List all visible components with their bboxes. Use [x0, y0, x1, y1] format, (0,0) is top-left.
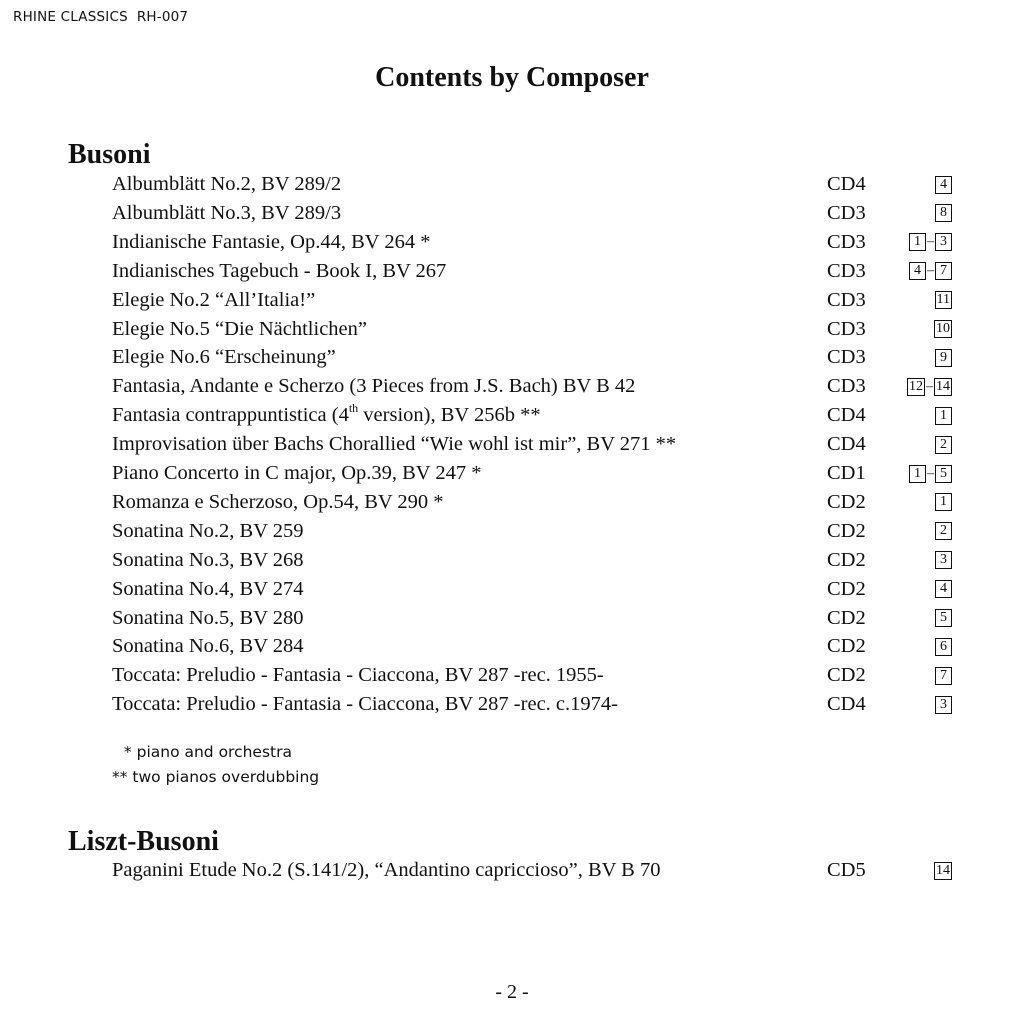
work-title: Sonatina No.6, BV 284 [112, 635, 304, 658]
cd-number: CD4 [827, 693, 866, 716]
track-range [909, 463, 952, 484]
track-number-box: 2 [935, 436, 952, 454]
cd-number: CD1 [827, 462, 866, 484]
cd-number: CD2 [827, 577, 866, 600]
track-range [935, 550, 952, 571]
cd-number: CD2 [827, 519, 866, 542]
track-range [909, 261, 952, 282]
work-title: Toccata: Preludio - Fantasia - Ciaccona, BV 287 -rec. 1955- [112, 664, 604, 687]
track-range [935, 290, 952, 311]
work-row [0, 546, 1024, 575]
work-title: Sonatina No.2, BV 259 [112, 519, 304, 542]
cd-number: CD3 [827, 288, 866, 311]
work-row [0, 170, 1024, 199]
work-row [0, 257, 1024, 286]
range-dash: – [927, 234, 934, 250]
track-number-box: 1 [909, 233, 926, 251]
work-title [112, 401, 541, 430]
cd-number: CD4 [827, 173, 866, 195]
track-number-box: 4 [909, 262, 926, 280]
track-number-box: 9 [935, 349, 952, 367]
track-range [935, 405, 952, 426]
work-title: Fantasia, Andante e Scherzo (3 Pieces from J.S. Bach) BV B 42 [112, 375, 636, 398]
track-range [935, 665, 952, 686]
range-dash: – [927, 263, 934, 279]
work-row [0, 690, 1024, 719]
track-number-box: 3 [935, 233, 952, 251]
work-row [0, 199, 1024, 228]
track-number-box: 3 [935, 551, 952, 569]
track-range [934, 860, 952, 881]
composer-heading-busoni: Busoni [68, 139, 151, 170]
work-row [0, 372, 1024, 401]
track-number-box: 4 [935, 580, 952, 598]
work-title: Toccata: Preludio - Fantasia - Ciaccona, BV 287 -rec. c.1974- [112, 693, 618, 716]
track-range [935, 434, 952, 455]
track-range [935, 579, 952, 600]
track-range [935, 347, 952, 368]
work-title: Indianische Fantasie, Op.44, BV 264 * [112, 230, 431, 253]
track-range [907, 376, 952, 397]
cd-number: CD3 [827, 259, 866, 282]
range-dash: – [927, 465, 934, 481]
track-range [935, 492, 952, 513]
work-title: Sonatina No.3, BV 268 [112, 548, 304, 571]
cd-number: CD5 [827, 859, 866, 881]
work-title: Indianisches Tagebuch - Book I, BV 267 [112, 259, 447, 282]
track-range [935, 203, 952, 224]
composer-heading-liszt-busoni: Liszt-Busoni [68, 826, 219, 857]
track-number-box: 11 [936, 292, 950, 308]
cd-number: CD2 [827, 490, 866, 513]
cd-number: CD4 [827, 433, 866, 456]
track-range [935, 521, 952, 542]
track-number-box: 5 [935, 609, 952, 627]
work-title: Elegie No.2 “All’Italia!” [112, 288, 316, 311]
work-title: Elegie No.6 “Erscheinung” [112, 346, 336, 369]
cd-number: CD3 [827, 375, 866, 398]
work-row [0, 632, 1024, 661]
work-title: Elegie No.5 “Die Nächtlichen” [112, 317, 367, 340]
ordinal-suffix: th [348, 401, 359, 416]
cd-number: CD2 [827, 635, 866, 658]
track-number-box: 14 [936, 862, 950, 878]
work-title-text: Fantasia contrappuntistica (4 [112, 404, 349, 427]
track-number-box: 5 [935, 465, 952, 483]
catalog-label: RHINE CLASSICS RH-007 [13, 9, 189, 25]
work-title: Sonatina No.5, BV 280 [112, 606, 304, 629]
work-row [0, 604, 1024, 633]
track-range [935, 608, 952, 629]
work-row [0, 517, 1024, 546]
track-number-box: 1 [935, 407, 952, 425]
track-number-box: 4 [935, 176, 952, 194]
track-number-box: 8 [935, 204, 952, 222]
work-title: Sonatina No.4, BV 274 [112, 577, 304, 600]
work-title: Improvisation über Bachs Chorallied “Wie wohl ist mir”, BV 271 ** [112, 433, 677, 456]
work-row [0, 856, 1024, 885]
work-row [0, 315, 1024, 344]
track-range [934, 319, 952, 340]
cd-number: CD3 [827, 346, 866, 369]
track-number-box: 2 [935, 522, 952, 540]
cd-number: CD2 [827, 664, 866, 687]
track-number-box: 1 [909, 465, 926, 483]
work-title: Piano Concerto in C major, Op.39, BV 247 * [112, 462, 482, 484]
work-row [0, 401, 1024, 430]
track-range [935, 694, 952, 715]
cd-number: CD3 [827, 230, 866, 253]
track-number-box: 10 [936, 321, 950, 336]
track-range [935, 174, 952, 195]
cd-number: CD2 [827, 548, 866, 571]
work-row [0, 286, 1024, 315]
page-number: - 2 - [495, 981, 529, 1003]
work-row [0, 575, 1024, 604]
cd-number: CD3 [827, 201, 866, 224]
page-title: Contents by Composer [375, 62, 649, 93]
work-title: Albumblätt No.3, BV 289/3 [112, 201, 342, 224]
track-number-box: 3 [935, 696, 952, 714]
work-row [0, 430, 1024, 459]
work-row [0, 661, 1024, 690]
track-range [909, 232, 952, 253]
work-title: Albumblätt No.2, BV 289/2 [112, 173, 342, 195]
work-title-text: version), BV 256b ** [358, 404, 541, 427]
work-title: Romanza e Scherzoso, Op.54, BV 290 * [112, 490, 444, 513]
track-number-box: 1 [935, 493, 952, 511]
track-number-box: 7 [935, 667, 952, 685]
work-title: Paganini Etude No.2 (S.141/2), “Andantino capriccioso”, BV B 70 [112, 859, 661, 881]
work-row [0, 228, 1024, 257]
footnote-two-pianos: ** two pianos overdubbing [112, 768, 320, 786]
track-number-box: 6 [935, 638, 952, 656]
work-row [0, 343, 1024, 372]
track-number-box: 14 [936, 378, 950, 394]
cd-number: CD4 [827, 404, 866, 427]
work-row [0, 488, 1024, 517]
footnote-piano-orchestra: * piano and orchestra [119, 743, 292, 761]
cd-number: CD2 [827, 606, 866, 629]
track-range [935, 636, 952, 657]
range-dash: – [926, 378, 933, 394]
work-row [0, 459, 1024, 488]
track-number-box: 12 [909, 378, 923, 394]
cd-number: CD3 [827, 317, 866, 340]
track-number-box: 7 [935, 262, 952, 280]
